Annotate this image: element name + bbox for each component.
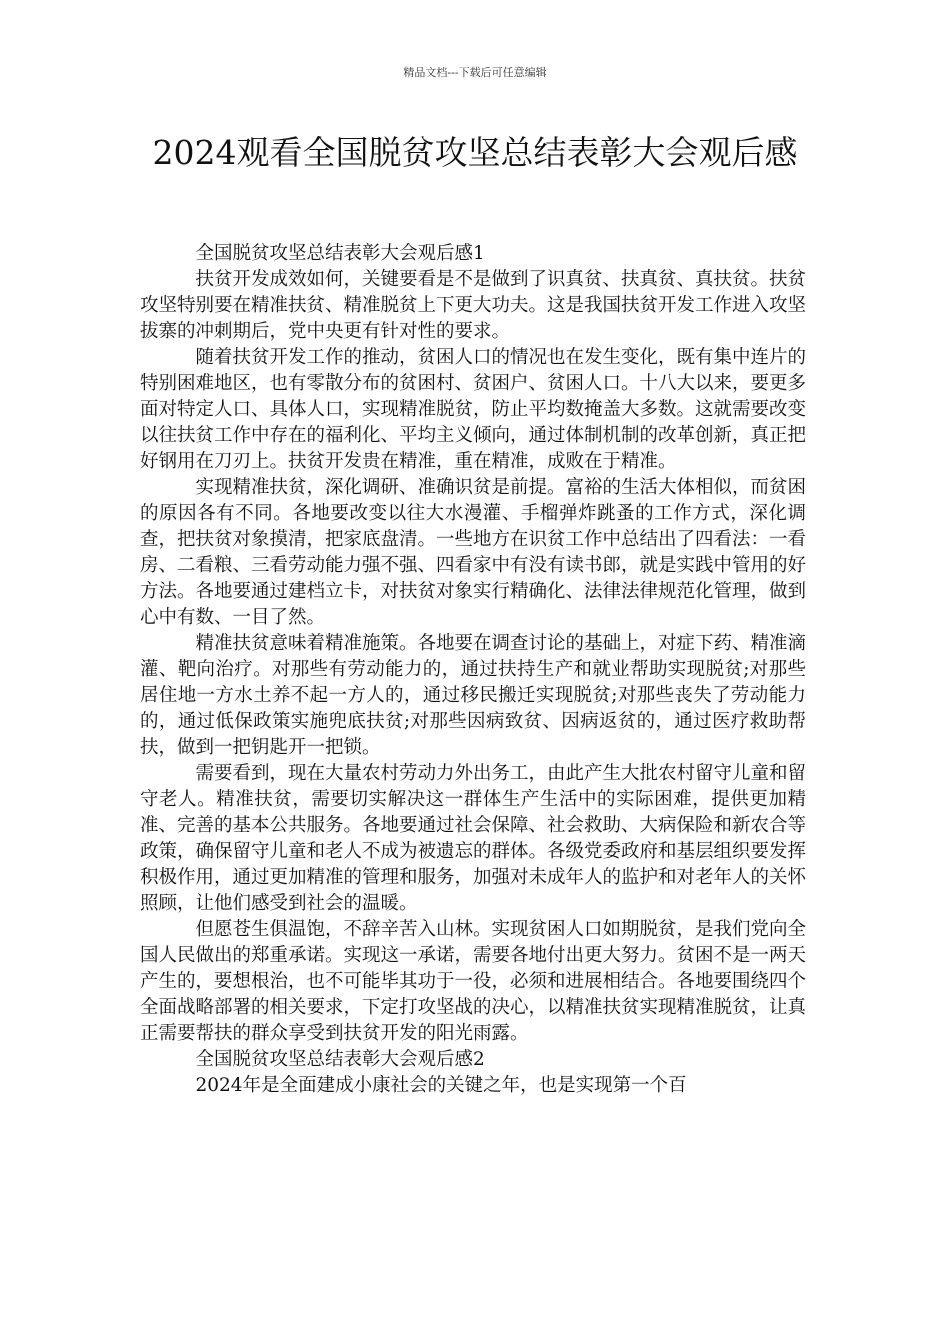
- page-header-note: 精品文档---下载后可任意编辑: [403, 66, 547, 79]
- section-subtitle: 全国脱贫攻坚总结表彰大会观后感1: [195, 243, 485, 264]
- body-paragraph: 精准扶贫意味着精准施策。各地要在调查讨论的基础上，对症下药、精准滴灌、靶向治疗。对那些有劳动能力的，通过扶持生产和就业帮助实现脱贫;对那些居住地一方水土养不起一方人的，通过移民搬迁实现脱贫;对那些丧失了劳动能力的，通过低保政策实施兜底扶贫;对那些因病致贫、因病返贫的，通过医疗救助帮扶，做到一把钥匙开一把锁。: [140, 633, 807, 758]
- body-paragraph: 但愿苍生俱温饱，不辞辛苦入山林。实现贫困人口如期脱贫，是我们党向全国人民做出的郑重承诺。实现这一承诺，需要各地付出更大努力。贫困不是一两天产生的，要想根治，也不可能毕其功于一役，必须和进展相结合。各地要围绕四个全面战略部署的相关要求，下定打攻坚战的决心，以精准扶贫实现精准脱贫，让真正需要帮扶的群众享受到扶贫开发的阳光雨露。: [140, 919, 807, 1044]
- document-title: 2024观看全国脱贫攻坚总结表彰大会观后感: [152, 133, 798, 172]
- body-paragraph: 随着扶贫开发工作的推动，贫困人口的情况也在发生变化，既有集中连片的特别困难地区，也有零散分布的贫困村、贫困户、贫困人口。十八大以来，要更多面对特定人口、具体人口，实现精准脱贫，防止平均数掩盖大多数。这就需要改变以往扶贫工作中存在的福利化、平均主义倾向，通过体制机制的改革创新，真正把好钢用在刀刃上。扶贫开发贵在精准，重在精准，成败在于精准。: [140, 347, 807, 472]
- body-paragraph: 需要看到，现在大量农村劳动力外出务工，由此产生大批农村留守儿童和留守老人。精准扶贫，需要切实解决这一群体生产生活中的实际困难，提供更加精准、完善的基本公共服务。各地要通过社会保障、社会救助、大病保险和新农合等政策，确保留守儿童和老人不成为被遗忘的群体。各级党委政府和基层组织要发挥积极作用，通过更加精准的管理和服务，加强对未成年人的监护和对老年人的关怀照顾，让他们感受到社会的温暖。: [140, 763, 807, 914]
- body-paragraph: 实现精准扶贫，深化调研、准确识贫是前提。富裕的生活大体相似，而贫困的原因各有不同。各地要改变以往大水漫灌、手榴弹炸跳蚤的工作方式，深化调查，把扶贫对象摸清，把家底盘清。一些地方在识贫工作中总结出了四看法：一看房、二看粮、三看劳动能力强不强、四看家中有没有读书郎，就是实践中管用的好方法。各地要通过建档立卡，对扶贫对象实行精确化、法律法律规范化管理，做到心中有数、一目了然。: [140, 477, 807, 628]
- body-paragraph: 扶贫开发成效如何，关键要看是不是做到了识真贫、扶真贫、真扶贫。扶贫攻坚特别要在精准扶贫、精准脱贫上下更大功夫。这是我国扶贫开发工作进入攻坚拔寨的冲刺期后，党中央更有针对性的要求。: [140, 269, 807, 342]
- section-subtitle: 全国脱贫攻坚总结表彰大会观后感2: [195, 1049, 485, 1070]
- body-paragraph: 2024年是全面建成小康社会的关键之年，也是实现第一个百: [195, 1075, 687, 1096]
- document-body: [140, 241, 806, 1099]
